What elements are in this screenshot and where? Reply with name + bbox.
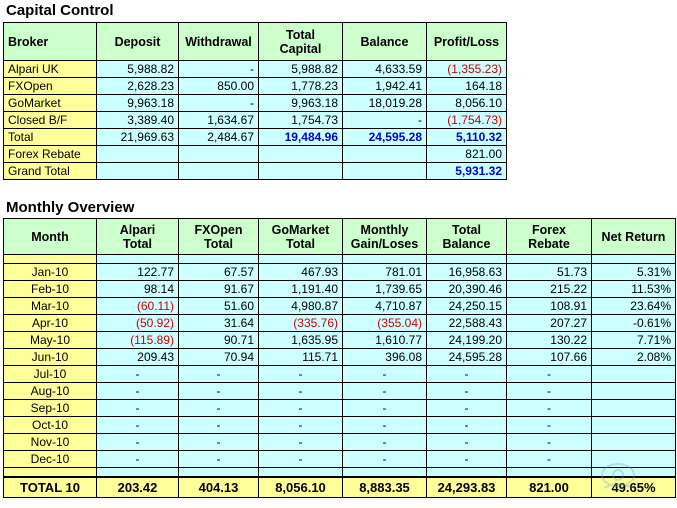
month-alpari-cell: (50.92) [97, 315, 179, 332]
capital-control-title: Capital Control [6, 2, 114, 19]
month-gain-cell: 1,739.65 [343, 281, 427, 298]
monthly-total-gomarket: 8,056.10 [259, 477, 343, 498]
month-gain-cell: - [343, 400, 427, 417]
month-gomarket-cell: - [259, 417, 343, 434]
month-gain-cell: 1,610.77 [343, 332, 427, 349]
rebate-label: Forex Rebate [4, 146, 97, 163]
month-alpari-cell: 209.43 [97, 349, 179, 366]
grand-total-value: 5,931.32 [427, 163, 507, 180]
month-rebate-cell: 130.22 [507, 332, 592, 349]
monthly-total-rebate: 821.00 [507, 477, 592, 498]
header-broker: Broker [4, 23, 97, 61]
header-balance: Balance [343, 23, 427, 61]
month-fxopen-cell: 91.67 [179, 281, 259, 298]
header-total-capital: Total Capital [259, 23, 343, 61]
month-month-cell: Sep-10 [4, 400, 97, 417]
monthly-total-label: TOTAL 10 [4, 477, 97, 498]
month-gomarket-cell: - [259, 451, 343, 468]
profit-loss-value: 8,056.10 [427, 95, 507, 112]
month-gomarket-cell: 1,635.95 [259, 332, 343, 349]
month-alpari-cell: - [97, 434, 179, 451]
total-profit-loss: 5,110.32 [427, 129, 507, 146]
month-fxopen-cell: - [179, 451, 259, 468]
month-rebate-cell: - [507, 383, 592, 400]
month-alpari-cell: (60.11) [97, 298, 179, 315]
header-profit-loss: Profit/Loss [427, 23, 507, 61]
withdrawal-value: - [179, 95, 259, 112]
month-month-cell: Dec-10 [4, 451, 97, 468]
month-gain-cell: - [343, 383, 427, 400]
month-net-cell [592, 366, 676, 383]
month-gain-cell: 396.08 [343, 349, 427, 366]
month-row [4, 400, 676, 417]
header-month: Month [4, 219, 97, 255]
balance-value: 4,633.59 [343, 61, 427, 78]
withdrawal-value: - [179, 61, 259, 78]
capital-header-row [4, 23, 507, 61]
month-month-cell: Jul-10 [4, 366, 97, 383]
month-balance-cell: 24,199.20 [427, 332, 507, 349]
month-fxopen-cell: 31.64 [179, 315, 259, 332]
monthly-total-alpari: 203.42 [97, 477, 179, 498]
month-month-cell: May-10 [4, 332, 97, 349]
month-gomarket-cell: - [259, 434, 343, 451]
month-alpari-cell: - [97, 366, 179, 383]
month-month-cell: Feb-10 [4, 281, 97, 298]
month-gomarket-cell: (335.76) [259, 315, 343, 332]
month-month-cell: Nov-10 [4, 434, 97, 451]
month-gain-cell: - [343, 451, 427, 468]
month-rebate-cell: 107.66 [507, 349, 592, 366]
month-fxopen-cell: - [179, 383, 259, 400]
month-fxopen-cell: - [179, 417, 259, 434]
header-net-return: Net Return [592, 219, 676, 255]
balance-value: 1,942.41 [343, 78, 427, 95]
month-month-cell: Oct-10 [4, 417, 97, 434]
deposit-value: 9,963.18 [97, 95, 179, 112]
month-rebate-cell: 207.27 [507, 315, 592, 332]
month-month-cell: Mar-10 [4, 298, 97, 315]
total-capital: 19,484.96 [259, 129, 343, 146]
month-gain-cell: - [343, 434, 427, 451]
monthly-overview-title: Monthly Overview [6, 199, 135, 216]
broker-row [4, 78, 507, 95]
total-deposit: 21,969.63 [97, 129, 179, 146]
month-row [4, 298, 676, 315]
month-alpari-cell: - [97, 400, 179, 417]
month-row [4, 434, 676, 451]
deposit-value: 3,389.40 [97, 112, 179, 129]
month-alpari-cell: 98.14 [97, 281, 179, 298]
month-rebate-cell: - [507, 451, 592, 468]
month-row [4, 417, 676, 434]
month-fxopen-cell: - [179, 400, 259, 417]
month-row [4, 264, 676, 281]
monthly-total-net: 49.65% [592, 477, 676, 498]
month-month-cell: Aug-10 [4, 383, 97, 400]
month-balance-cell: 24,595.28 [427, 349, 507, 366]
month-balance-cell: - [427, 451, 507, 468]
broker-name: GoMarket [4, 95, 97, 112]
month-balance-cell: 16,958.63 [427, 264, 507, 281]
month-rebate-cell: - [507, 366, 592, 383]
month-row [4, 349, 676, 366]
month-alpari-cell: - [97, 383, 179, 400]
month-row [4, 315, 676, 332]
monthly-overview-table [3, 218, 676, 498]
balance-value: - [343, 112, 427, 129]
month-fxopen-cell: - [179, 366, 259, 383]
header-fxopen-total: FXOpen Total [179, 219, 259, 255]
month-gomarket-cell: 4,980.87 [259, 298, 343, 315]
month-net-cell [592, 383, 676, 400]
month-balance-cell: - [427, 417, 507, 434]
month-fxopen-cell: - [179, 434, 259, 451]
month-gain-cell: 781.01 [343, 264, 427, 281]
total-label: Total [4, 129, 97, 146]
month-net-cell: 7.71% [592, 332, 676, 349]
month-net-cell: 23.64% [592, 298, 676, 315]
grand-total-label: Grand Total [4, 163, 97, 180]
forex-rebate-row [4, 146, 507, 163]
total-withdrawal: 2,484.67 [179, 129, 259, 146]
total-capital-value: 9,963.18 [259, 95, 343, 112]
month-fxopen-cell: 51.60 [179, 298, 259, 315]
month-gomarket-cell: - [259, 400, 343, 417]
spacer-row [4, 255, 676, 264]
month-row [4, 281, 676, 298]
month-net-cell: 5.31% [592, 264, 676, 281]
broker-row [4, 95, 507, 112]
rebate-value: 821.00 [427, 146, 507, 163]
spacer-row [4, 468, 676, 477]
month-gomarket-cell: 115.71 [259, 349, 343, 366]
header-gomarket-total: GoMarket Total [259, 219, 343, 255]
header-total-balance: Total Balance [427, 219, 507, 255]
month-net-cell: -0.61% [592, 315, 676, 332]
broker-row [4, 112, 507, 129]
month-month-cell: Apr-10 [4, 315, 97, 332]
profit-loss-value: 164.18 [427, 78, 507, 95]
broker-row [4, 61, 507, 78]
month-balance-cell: - [427, 434, 507, 451]
month-month-cell: Jun-10 [4, 349, 97, 366]
month-fxopen-cell: 90.71 [179, 332, 259, 349]
total-capital-value: 1,778.23 [259, 78, 343, 95]
month-row [4, 366, 676, 383]
month-alpari-cell: 122.77 [97, 264, 179, 281]
header-monthly-gain: Monthly Gain/Loses [343, 219, 427, 255]
month-gain-cell: (355.04) [343, 315, 427, 332]
month-balance-cell: 24,250.15 [427, 298, 507, 315]
month-gain-cell: - [343, 417, 427, 434]
deposit-value: 2,628.23 [97, 78, 179, 95]
month-gomarket-cell: - [259, 366, 343, 383]
deposit-value: 5,988.82 [97, 61, 179, 78]
month-row [4, 332, 676, 349]
month-gain-cell: - [343, 366, 427, 383]
header-forex-rebate: Forex Rebate [507, 219, 592, 255]
header-alpari-total: Alpari Total [97, 219, 179, 255]
month-balance-cell: - [427, 383, 507, 400]
broker-name: Alpari UK [4, 61, 97, 78]
month-gain-cell: 4,710.87 [343, 298, 427, 315]
month-net-cell [592, 434, 676, 451]
monthly-total-row [4, 477, 676, 498]
capital-control-table [3, 22, 507, 180]
profit-loss-value: (1,355.23) [427, 61, 507, 78]
month-row [4, 451, 676, 468]
month-net-cell [592, 400, 676, 417]
month-fxopen-cell: 70.94 [179, 349, 259, 366]
month-rebate-cell: 51.73 [507, 264, 592, 281]
month-month-cell: Jan-10 [4, 264, 97, 281]
withdrawal-value: 850.00 [179, 78, 259, 95]
month-net-cell [592, 417, 676, 434]
month-gomarket-cell: - [259, 383, 343, 400]
month-gomarket-cell: 467.93 [259, 264, 343, 281]
total-capital-value: 1,754.73 [259, 112, 343, 129]
total-balance: 24,595.28 [343, 129, 427, 146]
profit-loss-value: (1,754.73) [427, 112, 507, 129]
month-rebate-cell: 215.22 [507, 281, 592, 298]
month-gomarket-cell: 1,191.40 [259, 281, 343, 298]
eye-logo-icon [598, 458, 638, 495]
monthly-total-balance: 24,293.83 [427, 477, 507, 498]
month-balance-cell: - [427, 400, 507, 417]
grand-total-row [4, 163, 507, 180]
header-withdrawal: Withdrawal [179, 23, 259, 61]
monthly-total-fxopen: 404.13 [179, 477, 259, 498]
month-rebate-cell: - [507, 417, 592, 434]
month-balance-cell: 20,390.46 [427, 281, 507, 298]
header-deposit: Deposit [97, 23, 179, 61]
capital-total-row [4, 129, 507, 146]
month-rebate-cell: - [507, 400, 592, 417]
month-row [4, 383, 676, 400]
balance-value: 18,019.28 [343, 95, 427, 112]
monthly-total-gain: 8,883.35 [343, 477, 427, 498]
month-balance-cell: 22,588.43 [427, 315, 507, 332]
month-rebate-cell: - [507, 434, 592, 451]
month-alpari-cell: (115.89) [97, 332, 179, 349]
month-alpari-cell: - [97, 417, 179, 434]
withdrawal-value: 1,634.67 [179, 112, 259, 129]
month-balance-cell: - [427, 366, 507, 383]
broker-name: Closed B/F [4, 112, 97, 129]
broker-name: FXOpen [4, 78, 97, 95]
monthly-header-row [4, 219, 676, 255]
month-net-cell: 2.08% [592, 349, 676, 366]
month-fxopen-cell: 67.57 [179, 264, 259, 281]
total-capital-value: 5,988.82 [259, 61, 343, 78]
month-alpari-cell: - [97, 451, 179, 468]
month-rebate-cell: 108.91 [507, 298, 592, 315]
month-net-cell: 11.53% [592, 281, 676, 298]
